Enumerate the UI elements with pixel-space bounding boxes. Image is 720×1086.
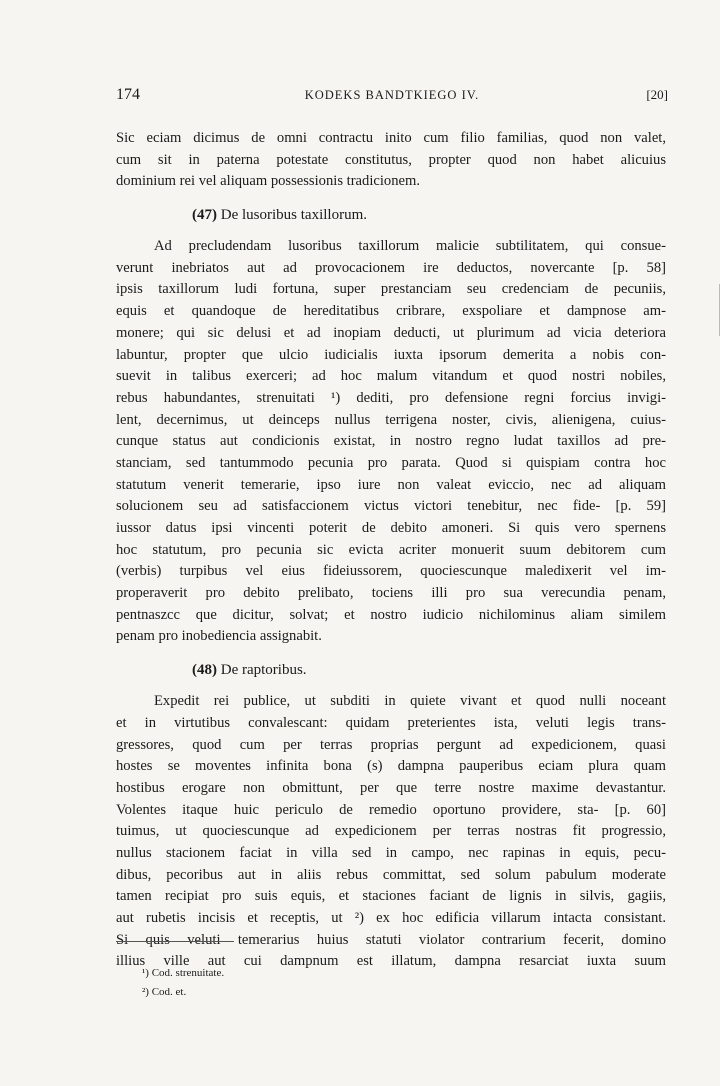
- text-line: dominium rei vel aliquam possessionis tradicionem.: [116, 173, 420, 190]
- text-line: labuntur, propter que ulcio iudicialis iuxta ipsorum demerita a nobis con-: [116, 346, 666, 363]
- section-heading: [116, 659, 666, 682]
- text-line: suevit in talibus exerceri; ad hoc malum vitandum et quod nostri nobiles,: [116, 368, 666, 385]
- page-number: 174: [116, 86, 140, 103]
- text-line: cum sit in paterna potestate constitutus, propter quod non habet alicuius: [116, 151, 666, 168]
- text-line: ipsis taxillorum ludi fortuna, super prestanciam seu credenciam de pecuniis,: [116, 281, 666, 298]
- text-line: gressores, quod cum per terras proprias pergunt ad expedicionem, quasi: [116, 736, 666, 753]
- text-line: tamen recipiat pro suis equis, et staciones faciant de lignis in silvis, gagiis,: [116, 888, 666, 905]
- text-line: (verbis) turpibus vel eius fideiussorem, quociescunque maledixerit vel im-: [116, 563, 666, 580]
- text-line: cunque status aut condicionis existat, in nostro regno ludat taxillos ad pre-: [116, 433, 666, 450]
- footnote: ²) Cod. et.: [142, 986, 187, 998]
- text-line: Volentes itaque huic periculo de remedio oportuno providere, sta- [p. 60]: [116, 801, 666, 818]
- text-line: dibus, pecoribus aut in aliis rebus committat, sed solum pabulum moderate: [116, 866, 666, 883]
- text-line: illius ville aut cui dampnum est illatum, dampna resarciat iuxta suum: [116, 953, 666, 970]
- footnote-separator: [116, 941, 236, 943]
- section-title: De raptoribus.: [220, 662, 307, 679]
- text-line: Expedit rei publice, ut subditi in quiete vivant et quod nulli noceant: [154, 693, 666, 710]
- section-heading: [116, 204, 666, 227]
- text-line: et in virtutibus convalescant: quidam preterientes ista, veluti legis trans-: [116, 714, 666, 731]
- main-text: [116, 128, 666, 973]
- running-title: KODEKS BANDTKIEGO IV.: [304, 88, 480, 102]
- running-header: [116, 86, 668, 108]
- text-line: aut rubetis incisis et receptis, ut ²) ex hoc edificia villarum intacta consistant.: [116, 910, 666, 926]
- text-line: lent, decernimus, ut deinceps nullus terrigena noster, civis, alienigena, cuius-: [116, 411, 666, 428]
- text-line: Si quis veluti temerarius huius statuti violator contrarium fecerit, domino: [116, 931, 666, 948]
- text-line: Ad precludendam lusoribus taxillorum malicie subtilitatem, qui consue-: [154, 238, 666, 255]
- footnotes: [142, 964, 224, 1002]
- text-line: pentnaszcc que dicitur, solvat; et nostro iudicio nichilominus aliam similem: [116, 606, 666, 623]
- text-line: equis et quandoque de hereditatibus cribrare, exspoliare et dampnose am-: [116, 303, 666, 320]
- text-line: properaverit pro debito prelibato, tociens illi pro sua verecundia penam,: [116, 585, 666, 602]
- text-line: penam pro inobediencia assignabit.: [116, 628, 322, 645]
- section-reference: [20]: [646, 87, 668, 102]
- text-line: nullus stacionem faciat in villa sed in campo, nec rapinas in equis, pecu-: [116, 844, 666, 861]
- text-line: rebus habundantes, strenuitati ¹) dediti, pro defensione regni forcius invigi-: [116, 389, 666, 406]
- text-line: statutum venerit temerarie, ipso iure non valeat eviccio, nec ad aliquam: [116, 476, 666, 493]
- text-line: hostibus erogare non obmittunt, per que terre nostre maxime devastantur.: [116, 779, 666, 796]
- section-number: (47): [192, 207, 217, 224]
- section-title: De lusoribus taxillorum.: [220, 207, 367, 224]
- text-line: solucionem seu ad satisfaccionem victus victori tenebitur, nec fide- [p. 59]: [116, 498, 666, 515]
- text-line: Sic eciam dicimus de omni contractu inito cum filio familias, quod non valet,: [116, 130, 666, 146]
- text-line: verunt inebriatos aut ad provocacionem ire deductos, novercante [p. 58]: [116, 259, 666, 276]
- section-number: (48): [192, 662, 217, 679]
- footnote: ¹) Cod. strenuitate.: [142, 967, 225, 979]
- text-line: hoc statutum, pro pecunia sic evicta acriter monuerit suum debitorem cum: [116, 541, 666, 558]
- text-line: tuimus, ut quociescunque ad expedicionem per terras nostras fit progressio,: [116, 823, 666, 840]
- text-line: monere; qui sic delusi et ad inopiam deducti, ut plurimum ad vicia deteriora: [116, 324, 666, 341]
- text-line: hostes se moventes infinita bona (s) dampna pauperibus eciam plura quam: [116, 758, 666, 775]
- text-line: stanciam, sed tantummodo pecunia pro parata. Quod si quispiam contra hoc: [116, 454, 666, 471]
- text-line: iussor datus ipsi vincenti poterit de debito amoneri. Si quis vero spernens: [116, 520, 666, 536]
